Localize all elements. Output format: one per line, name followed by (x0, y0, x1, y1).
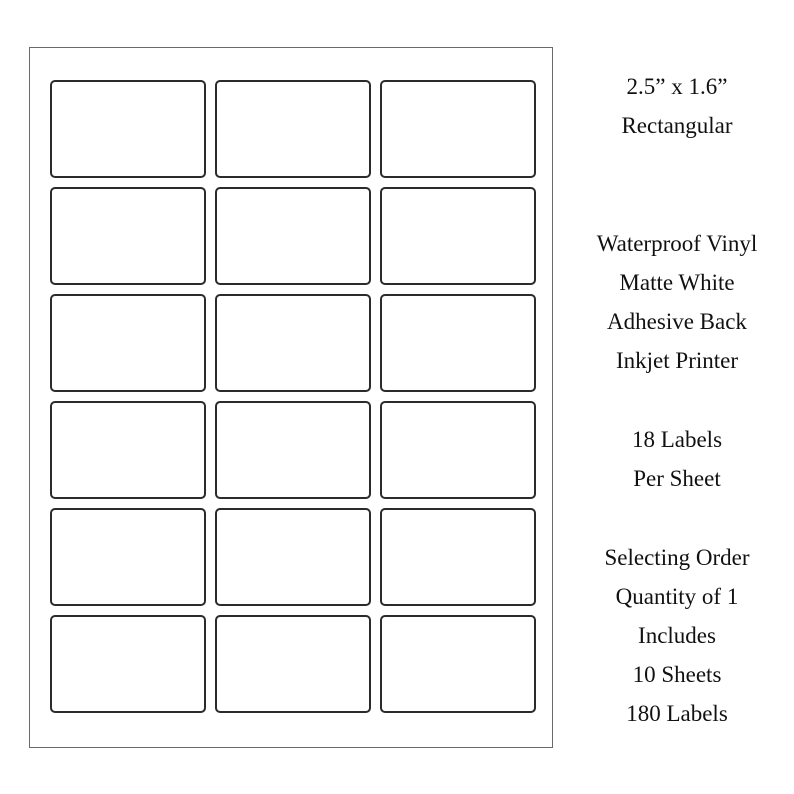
spec-size: 2.5” x 1.6” (626, 74, 728, 99)
spec-backing: Adhesive Back (607, 309, 747, 334)
label-rectangle (380, 80, 536, 178)
label-rectangle (50, 615, 206, 713)
label-rectangle (215, 294, 371, 392)
label-rectangle (50, 508, 206, 606)
label-rectangle (50, 294, 206, 392)
label-rectangle (50, 401, 206, 499)
label-rectangle (380, 187, 536, 285)
label-rectangle (50, 80, 206, 178)
spec-shape: Rectangular (621, 113, 733, 138)
label-rectangle (215, 80, 371, 178)
label-rectangle (215, 615, 371, 713)
spec-material: Waterproof Vinyl (596, 231, 758, 256)
spec-printer: Inkjet Printer (616, 348, 738, 373)
label-rectangle (380, 615, 536, 713)
label-rectangle (215, 508, 371, 606)
spec-panel (560, 0, 794, 794)
label-grid (50, 80, 536, 716)
label-rectangle (380, 294, 536, 392)
spec-finish: Matte White (619, 270, 735, 295)
spec-order-sheets: 10 Sheets (632, 662, 722, 687)
spec-order-quantity: Quantity of 1 (615, 584, 739, 609)
label-rectangle (50, 187, 206, 285)
label-rectangle (215, 187, 371, 285)
spec-order-includes: Includes (638, 623, 716, 648)
spec-per-sheet: Per Sheet (633, 466, 721, 491)
spec-order-selecting: Selecting Order (604, 545, 750, 570)
spec-order-labels: 180 Labels (626, 701, 728, 726)
label-rectangle (215, 401, 371, 499)
label-sheet (29, 47, 553, 748)
spec-labels-count: 18 Labels (631, 427, 723, 452)
label-rectangle (380, 401, 536, 499)
label-rectangle (380, 508, 536, 606)
